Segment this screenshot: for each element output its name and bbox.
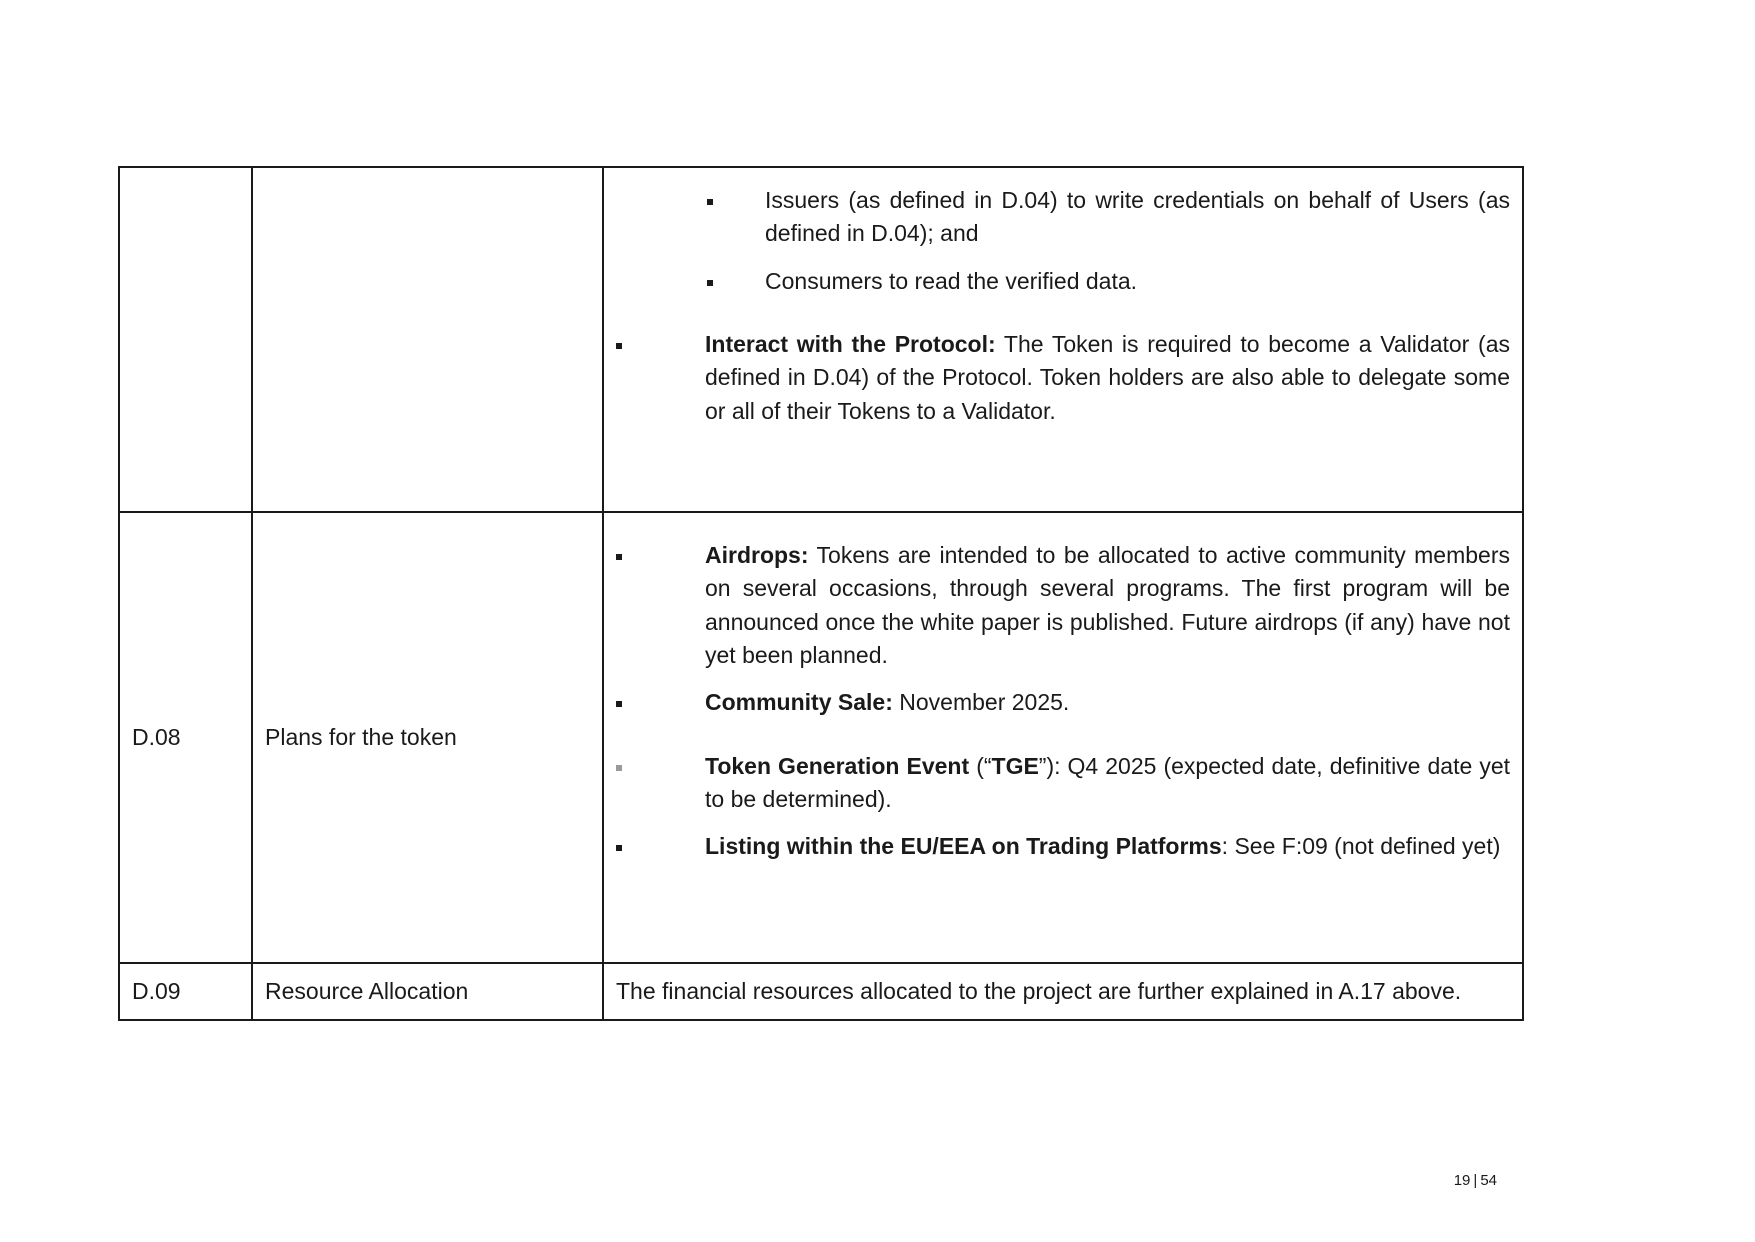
page-number xyxy=(1454,1172,1497,1189)
square-bullet-icon xyxy=(616,343,622,349)
sub-bullet-issuers: Issuers (as defined in D.04) to write credentials on behalf of Users (as defined in D.04); and xyxy=(616,184,1510,251)
bullet-text: The Token is required to become a Validator (as defined in D.04) of the Protocol. Token holders are also able to delegate some or all of their Tokens to a Validator. xyxy=(705,331,1510,424)
square-bullet-icon xyxy=(616,554,622,560)
table-row-d08 xyxy=(119,512,1523,963)
cell-content-resources: The financial resources allocated to the project are further explained in A.17 above. xyxy=(603,963,1523,1020)
bullet-text: : See F:09 (not defined yet) xyxy=(1221,833,1501,860)
bullet-heading: Airdrops: xyxy=(705,542,809,568)
cell-content-plans xyxy=(603,512,1523,963)
bullet-listing xyxy=(616,830,1510,863)
bullet-text: November 2025. xyxy=(892,689,1070,716)
bullet-text: ”): Q4 2025 (expected date, definitive date yet to be determined). xyxy=(705,752,1510,813)
page-total: 54 xyxy=(1480,1172,1497,1189)
page-separator: | xyxy=(1473,1172,1478,1189)
token-info-table xyxy=(118,166,1524,1021)
bullet-heading: Community Sale: xyxy=(705,689,893,716)
cell-label-empty xyxy=(252,167,603,512)
page-current: 19 xyxy=(1453,1172,1471,1189)
cell-label: Plans for the token xyxy=(252,512,603,963)
bullet-heading-abbrev: TGE xyxy=(991,752,1039,779)
sub-bullet-consumers: Consumers to read the verified data. xyxy=(616,265,1510,298)
cell-label: Resource Allocation xyxy=(252,963,603,1020)
bullet-airdrops xyxy=(616,539,1510,672)
square-bullet-icon xyxy=(707,280,713,286)
bullet-heading: Listing within the EU/EEA on Trading Platforms xyxy=(705,833,1222,860)
square-bullet-icon xyxy=(707,199,713,205)
square-bullet-icon xyxy=(616,701,622,707)
bullet-interact-protocol xyxy=(616,328,1510,428)
cell-id-empty xyxy=(119,167,252,512)
cell-id: D.08 xyxy=(119,512,252,963)
bullet-text: Tokens are intended to be allocated to active community members on several occasions, through several programs. The first program will be announced once the white paper is published. Future airdrops (if any) have not yet been planned. xyxy=(705,542,1510,669)
bullet-heading: Token Generation Event xyxy=(705,752,970,779)
table-row-d09 xyxy=(119,963,1523,1020)
bullet-community-sale xyxy=(616,686,1510,719)
cell-content-uses xyxy=(603,167,1523,512)
bullet-tge: Token Generation Event (“TGE”): Q4 2025 (expected date, definitive date yet to be determined). xyxy=(616,750,1510,817)
cell-id: D.09 xyxy=(119,963,252,1020)
square-bullet-icon xyxy=(616,765,622,771)
bullet-heading: Interact with the Protocol: xyxy=(705,331,996,358)
table-row-continuation xyxy=(119,167,1523,512)
square-bullet-icon xyxy=(616,845,622,851)
